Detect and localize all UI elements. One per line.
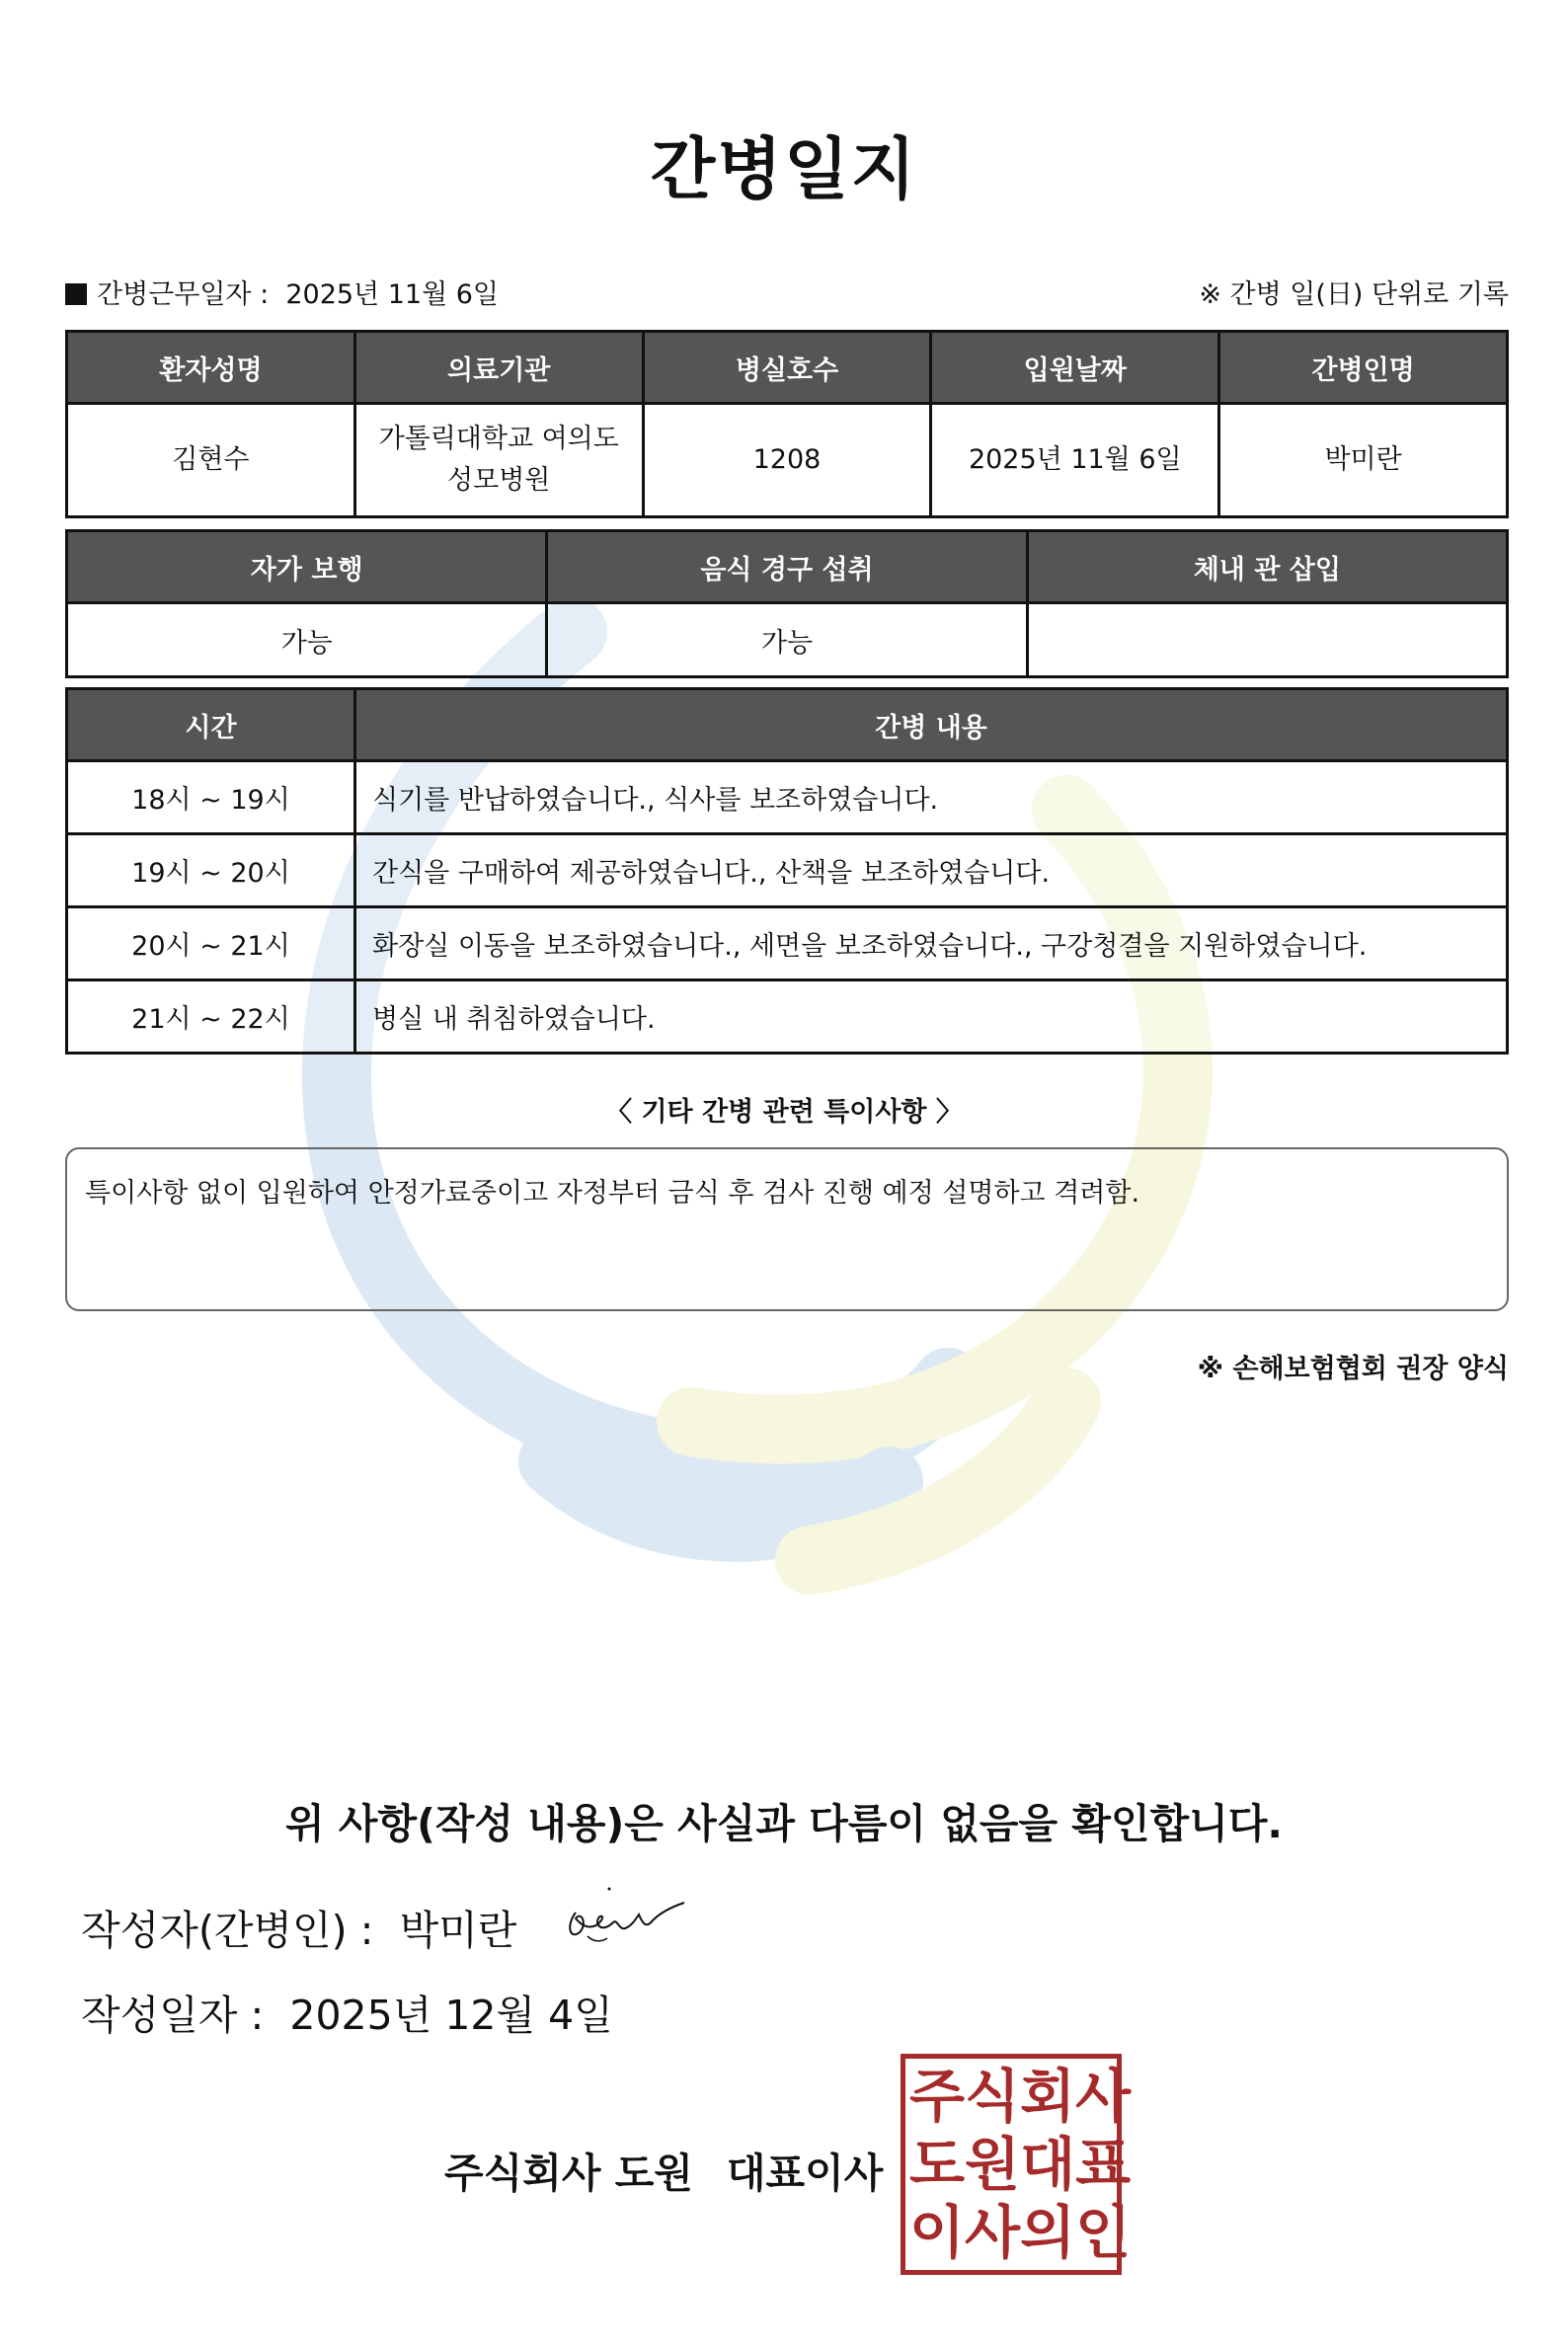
oral-intake-value: 가능 — [547, 603, 1027, 677]
care-time: 19시 ~ 20시 — [67, 834, 355, 907]
writer-label: 작성자(간병인) : — [81, 1907, 374, 1954]
writer-line — [81, 1898, 516, 1956]
date-label: 작성일자 : — [81, 1992, 265, 2039]
tube-insertion-value — [1027, 603, 1507, 677]
patient-name: 김현수 — [67, 404, 355, 517]
header-admission-date: 입원날짜 — [931, 332, 1219, 404]
table-row — [67, 834, 1508, 907]
header-oral-intake: 음식 경구 섭취 — [547, 531, 1027, 603]
caregiver-name: 박미란 — [1219, 404, 1508, 517]
patient-header-row — [67, 332, 1508, 404]
care-time: 21시 ~ 22시 — [67, 980, 355, 1054]
header-patient-name: 환자성명 — [67, 332, 355, 404]
header-tube-insertion: 체내 관 삽입 — [1027, 531, 1507, 603]
company-seal-icon: 주 식 회 사 도 원 대 표 이 사 의 인 — [901, 2054, 1122, 2275]
header-time: 시간 — [67, 689, 355, 761]
notes-text: 특이사항 없이 입원하여 안정가료중이고 자정부터 금식 후 검사 진행 예정 설명하고 격려함. — [85, 1178, 1140, 1209]
meta-row — [65, 273, 1509, 312]
care-time: 18시 ~ 19시 — [67, 761, 355, 834]
notes-title: 〈 기타 간병 관련 특이사항 〉 — [605, 1097, 963, 1128]
confirmation-statement: 위 사항(작성 내용)은 사실과 다름이 없음을 확인합니다. — [284, 1800, 1284, 1847]
room-number: 1208 — [643, 404, 931, 517]
company-name: 주식회사 도원 — [444, 2150, 693, 2197]
work-date — [65, 273, 499, 311]
patient-info-table — [65, 330, 1509, 518]
header-caregiver: 간병인명 — [1219, 332, 1508, 404]
status-value-row — [67, 603, 1508, 677]
company-line — [444, 2141, 883, 2199]
unit-note: ※ 간병 일(日) 단위로 기록 — [1199, 279, 1509, 310]
patient-status-table — [65, 529, 1509, 678]
care-content: 간식을 구매하여 제공하였습니다., 산책을 보조하였습니다. — [355, 834, 1508, 907]
hospital-name: 가톨릭대학교 여의도 성모병원 — [354, 404, 643, 517]
care-content: 병실 내 취침하였습니다. — [355, 980, 1508, 1054]
header-hospital: 의료기관 — [354, 332, 643, 404]
admission-date: 2025년 11월 6일 — [931, 404, 1219, 517]
self-walking-value: 가능 — [67, 603, 547, 677]
care-content: 화장실 이동을 보조하였습니다., 세면을 보조하였습니다., 구강청결을 지원하였습니다. — [355, 907, 1508, 980]
care-header-row — [67, 689, 1508, 761]
patient-value-row — [67, 404, 1508, 517]
notes-box — [65, 1147, 1509, 1311]
document-title: 간병일지 — [650, 131, 918, 209]
form-note: ※ 손해보험협회 권장 양식 — [1197, 1354, 1509, 1384]
date-value: 2025년 12월 4일 — [289, 1992, 613, 2039]
date-line — [81, 1983, 613, 2041]
work-date-value: 2025년 11월 6일 — [285, 279, 500, 310]
table-row — [67, 761, 1508, 834]
writer-name: 박미란 — [399, 1907, 517, 1954]
company-role: 대표이사 — [726, 2150, 884, 2197]
care-time: 20시 ~ 21시 — [67, 907, 355, 980]
header-care-content: 간병 내용 — [355, 689, 1508, 761]
table-row — [67, 907, 1508, 980]
signature-icon — [558, 1881, 696, 1950]
care-content: 식기를 반납하였습니다., 식사를 보조하였습니다. — [355, 761, 1508, 834]
status-header-row — [67, 531, 1508, 603]
header-room: 병실호수 — [643, 332, 931, 404]
work-date-label: 간병근무일자 : — [97, 279, 270, 310]
square-bullet-icon — [65, 283, 87, 305]
table-row — [67, 980, 1508, 1054]
care-content-table — [65, 687, 1509, 1055]
header-self-walking: 자가 보행 — [67, 531, 547, 603]
